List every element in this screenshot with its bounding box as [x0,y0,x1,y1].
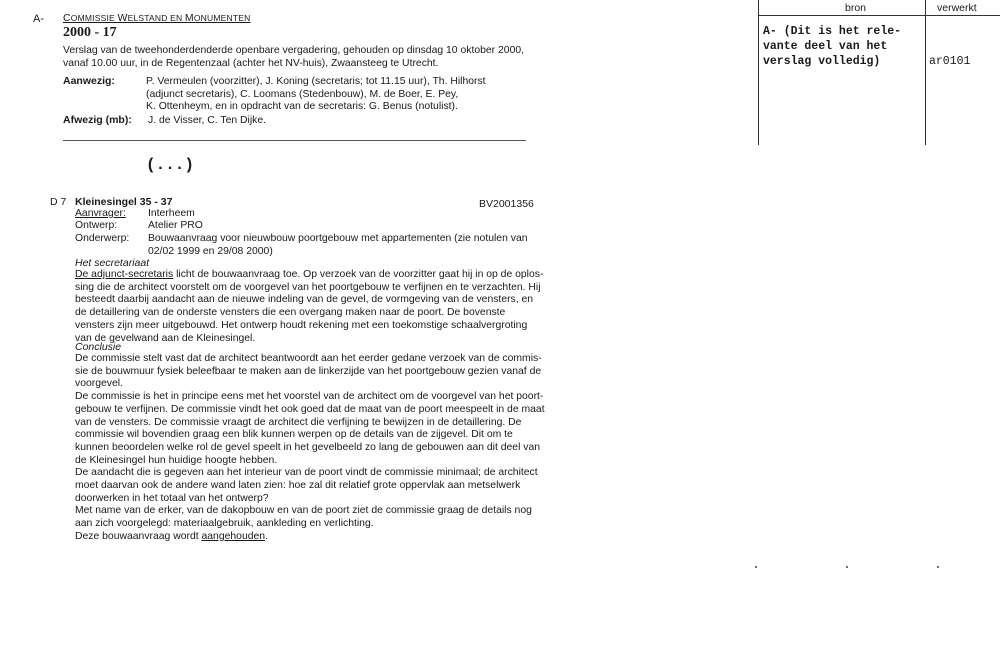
conclusion-line: doorwerken in het totaal van het ontwerp? [75,492,269,504]
field-label-design: Ontwerp: [75,220,118,231]
conclusion-line: aan zich voorgelegd: materiaalgebruik, aankleding en verlichting. [75,518,374,530]
org-cap-3: M [184,12,194,24]
case-number: BV2001356 [479,198,534,210]
margin-tag: A- [33,13,44,25]
decision-line [75,531,545,544]
field-label-subject: Onderwerp: [75,233,130,244]
field-value-applicant: Interheem [148,208,195,219]
conclusion-line: commissie wil bovendien graag een blik kunnen werpen op de details van de zijgevel. Dit om te [75,429,513,441]
conclusion-line: Met name van de erker, van de dakopbouw en van de poort ziet de commissie graag de details nog [75,505,532,517]
source-note [763,24,901,69]
org-rest-2: ELSTAND EN [127,13,185,23]
absent-label: Afwezig (mb): [63,114,132,126]
subject-line: Bouwaanvraag voor nieuwbouw poortgebouw met appartementen (zie notulen van [148,233,528,244]
secretariat-paragraph [75,269,543,345]
subject-line: 02/02 1999 en 29/08 2000) [148,245,273,257]
field-label-applicant: Aanvrager: [75,208,126,219]
section-heading-secretariat: Het secretariaat [75,257,150,269]
scan-speck [846,566,848,568]
present-line: P. Vermeulen (voorzitter), J. Koning (secretaris; tot 11.15 uur), Th. Hilhorst [146,76,486,87]
field-value-subject [148,233,528,258]
org-rest-1: OMMISSIE [70,13,118,23]
sheet-column-source: bron [845,2,867,14]
omission-marker: (...) [146,156,195,174]
decision-status: aangehouden [201,530,266,542]
meeting-description-line: Verslag van de tweehonderdenderde openbare vergadering, gehouden op dinsdag 10 oktober 2000, [63,45,525,56]
sheet-column-processed: verwerkt [937,2,977,14]
org-cap-2: W [117,12,128,24]
present-line: K. Ottenheym, en in opdracht van de secretaris: G. Benus (notulist). [146,101,458,113]
paragraph-line-rest: licht de bouwaanvraag toe. Op verzoek van de voorzitter gaat hij in op de oplos- [173,269,544,280]
sheet-column-divider [925,0,926,145]
paragraph-line: van de gevelwand aan de Kleinesingel. [75,332,256,344]
meeting-description [63,45,543,70]
decision-suffix: . [265,530,268,542]
organization-name [63,12,250,24]
meeting-description-line: vanaf 10.00 uur, in de Regentenzaal (achter het NV-huis), Zwaansteeg te Utrecht. [63,57,439,69]
conclusion-line: moet daarvan ook de andere wand laten zien: hoe zal dit relatief grote oppervlak aan metselwerk [75,480,521,492]
sheet-header-rule [758,15,1000,16]
processed-code: ar0101 [929,55,971,68]
present-list [146,76,486,114]
scan-speck [937,566,939,568]
conclusion-line: de Kleinesingel hun huidige hoogte hebben. [75,454,278,466]
section-heading-conclusion: Conclusie [75,341,122,353]
present-label: Aanwezig: [63,75,115,87]
conclusion-line: De aandacht die is gegeven aan het interieur van de poort vindt de commissie minimaal; de architect [75,467,538,479]
conclusion-line: kunnen beoordelen welke rol de gevel speelt in het gevelbeeld zo lang de gebouwen aan dit deel van [75,441,541,453]
org-rest-3: ONUMENTEN [193,13,251,23]
paragraph-line: de detaillering van de onderste vensters die een overgang maken naar de poort. De bovenste [75,307,506,319]
conclusion-line: gebouw te verfijnen. De commissie vindt het ook goed dat de maat van de poort meespeelt in de maat [75,403,545,415]
item-code: D 7 [50,196,67,208]
adjunct-secretary-ref: De adjunct-secretaris [75,269,174,280]
conclusion-paragraph [75,353,545,544]
item-title: Kleinesingel 35 - 37 [75,196,173,208]
scan-speck [755,566,757,568]
source-note-line: A- (Dit is het rele- [763,25,902,38]
sheet-left-border [758,0,759,145]
present-line: (adjunct secretaris), C. Loomans (Stedenbouw), M. de Boer, E. Pey, [146,88,459,100]
field-value-design: Atelier PRO [148,220,203,231]
paragraph-line: besteedt daarbij aandacht aan de nieuwe indeling van de gevel, de vormgeving van de vensters, en [75,294,534,306]
absent-list: J. de Visser, C. Ten Dijke. [148,115,267,126]
decision-prefix: Deze bouwaanvraag wordt [75,530,202,542]
paragraph-line: vensters zijn meer uitgebouwd. Het ontwerp houdt rekening met een toekomstige schaalvergroting [75,319,528,331]
conclusion-line: De commissie is het in principe eens met het voorstel van de architect om de voorgevel van het poort- [75,391,544,403]
conclusion-line: voorgevel. [75,378,123,390]
conclusion-line: van de vensters. De commissie vraagt de architect die verfijning te bewijzen in de detaillering. De [75,416,522,428]
source-note-line: verslag volledig) [763,55,881,68]
meeting-number: 2000 - 17 [63,25,117,40]
paragraph-line: sing die de architect voorstelt om de voorgevel van het poortgebouw te verfijnen en te verzachten. Hij [75,281,541,293]
org-cap-1: C [63,12,71,24]
conclusion-line: De commissie stelt vast dat de architect beantwoordt aan het eerder gedane verzoek van de commis- [75,353,542,364]
source-note-line: vante deel van het [763,40,888,53]
conclusion-line: sie de bouwmuur fysiek beleefbaar te maken aan de linkerzijde van het poortgebouw gezien vanaf de [75,365,542,377]
section-divider [63,140,526,141]
paragraph-line [75,269,543,282]
